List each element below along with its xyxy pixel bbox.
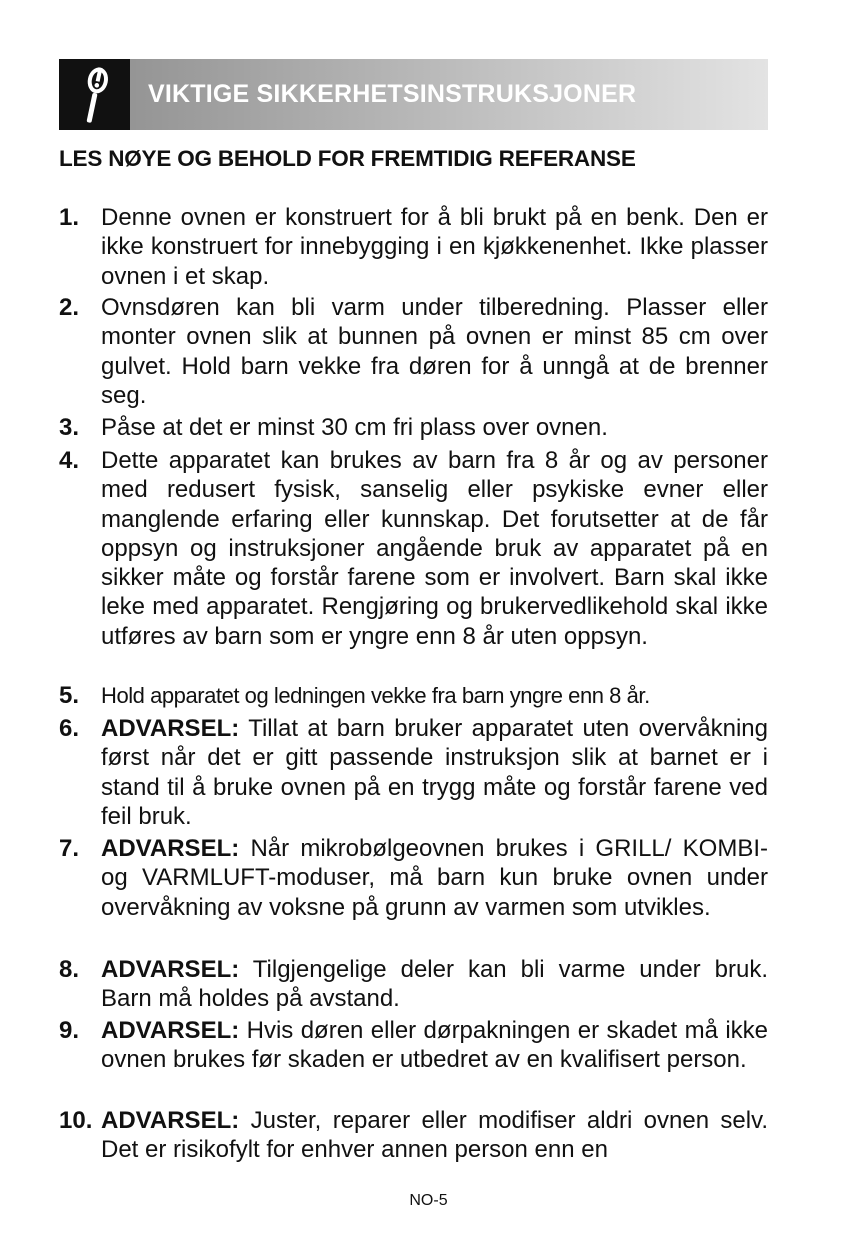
list-item [59, 203, 768, 291]
item-text: Denne ovnen er konstruert for å bli brukt på en benk. Den er ikke konstruert for innebygging i en kjøkkenenhet. Ikke plasser ovnen i et skap. [101, 204, 768, 290]
list-item [59, 681, 768, 710]
list-item [59, 1016, 768, 1075]
section-header [59, 59, 768, 130]
item-number: 4. [59, 447, 80, 474]
item-text: ADVARSEL: Tilgjengelige deler kan bli varme under bruk. Barn må holdes på avstand. [101, 956, 768, 1013]
page-subtitle: LES NØYE OG BEHOLD FOR FREMTIDIG REFERANSE [59, 146, 636, 171]
list-item [59, 446, 768, 651]
page-number: NO-5 [409, 1192, 448, 1209]
item-number: 9. [59, 1017, 80, 1044]
item-text: ADVARSEL: Juster, reparer eller modifiser aldri ovnen selv. Det er risikofylt for enhver annen person enn en [101, 1107, 768, 1164]
item-text: ADVARSEL: Hvis døren eller dørpakningen er skadet må ikke ovnen brukes før skaden er utbedret av en kvalifisert person. [101, 1017, 768, 1074]
header-title: VIKTIGE SIKKERHETSINSTRUKSJONER [148, 80, 637, 108]
warning-label: ADVARSEL: [101, 715, 240, 742]
list-item [59, 955, 768, 1014]
warning-label: ADVARSEL: [101, 956, 240, 983]
list-item [59, 413, 768, 442]
item-number: 2. [59, 294, 80, 321]
warning-spoon-icon [59, 59, 130, 130]
item-number: 3. [59, 414, 80, 441]
item-number: 5. [59, 682, 80, 709]
item-text: Ovnsdøren kan bli varm under tilberedning. Plasser eller monter ovnen slik at bunnen på ovnen er minst 85 cm over gulvet. Hold barn vekke fra døren for å unngå at de brenner seg. [101, 294, 768, 409]
item-text: Hold apparatet og ledningen vekke fra barn yngre enn 8 år. [101, 683, 650, 708]
item-text: Dette apparatet kan brukes av barn fra 8 år og av personer med redusert fysisk, sanselig eller psykiske evner eller manglende erfaring eller kunnskap. Det forutsetter at de får oppsyn og instruksjoner angående bruk av apparatet på en sikker måte og forstår farene som er involvert. Barn skal ikke leke med apparatet. Rengjøring og brukervedlikehold skal ikke utføres av barn som er yngre enn 8 år uten oppsyn. [101, 447, 768, 650]
list-item [59, 1106, 768, 1165]
item-number: 10. [59, 1107, 93, 1134]
warning-label: ADVARSEL: [101, 835, 240, 862]
item-text: ADVARSEL: Når mikrobølgeovnen brukes i GRILL/ KOMBI- og VARMLUFT-moduser, må barn kun bruke ovnen under overvåkning av voksne på grunn av varmen som utvikles. [101, 835, 768, 921]
list-item [59, 834, 768, 922]
warning-label: ADVARSEL: [101, 1017, 240, 1044]
item-number: 8. [59, 956, 80, 983]
item-text: ADVARSEL: Tillat at barn bruker apparatet uten overvåkning først når det er gitt passende instruksjon slik at barnet er i stand til å bruke ovnen på en trygg måte og forstår farene ved feil bruk. [101, 715, 768, 830]
item-number: 1. [59, 204, 80, 231]
item-number: 7. [59, 835, 80, 862]
item-text: Påse at det er minst 30 cm fri plass over ovnen. [101, 414, 608, 441]
item-number: 6. [59, 715, 80, 742]
list-item [59, 293, 768, 410]
list-item [59, 714, 768, 831]
warning-label: ADVARSEL: [101, 1107, 240, 1134]
